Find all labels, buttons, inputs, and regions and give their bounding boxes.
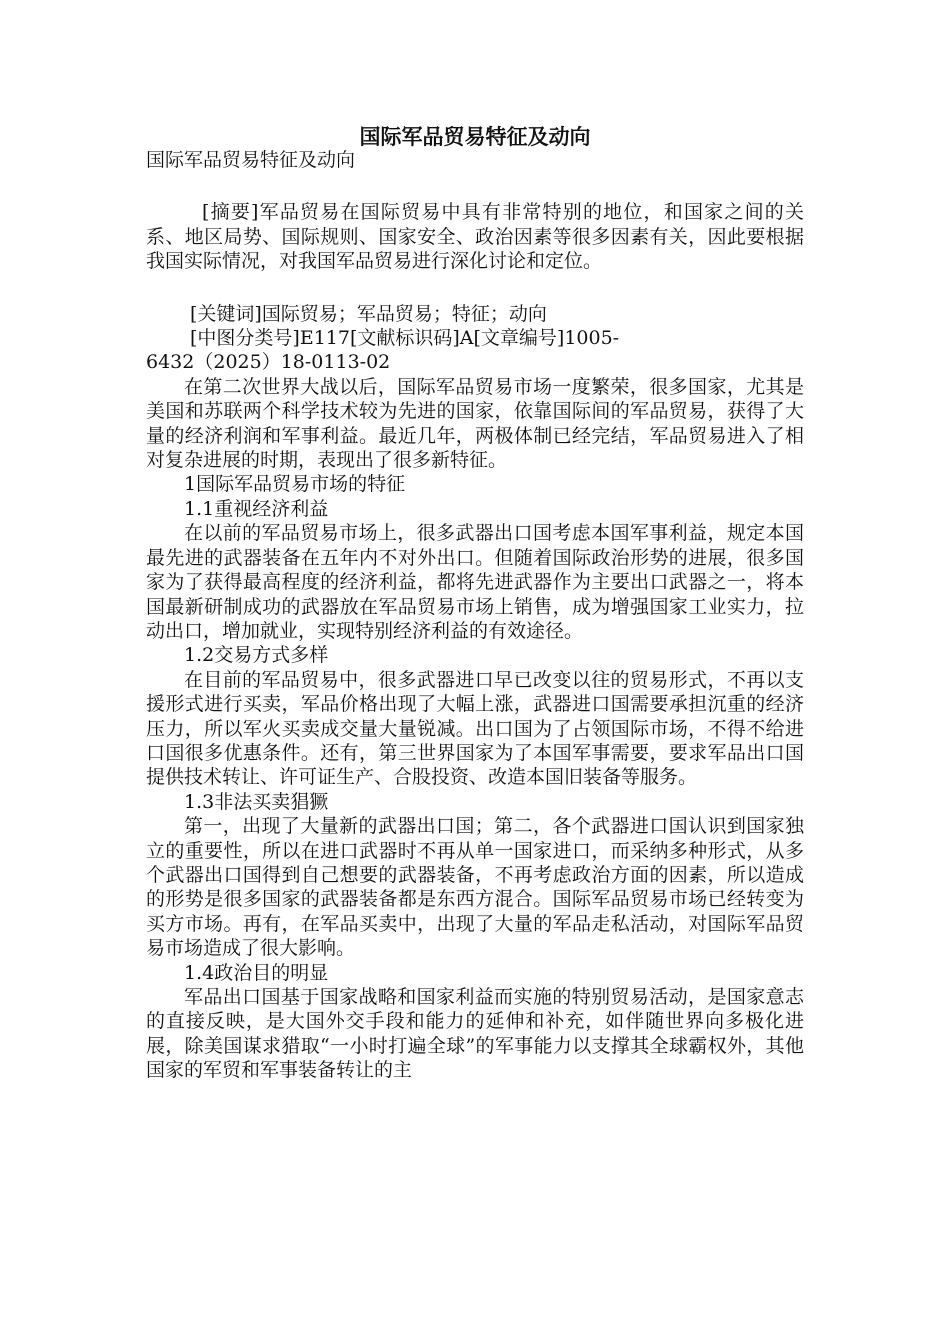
section-heading: 1国际军品贸易市场的特征	[184, 473, 406, 496]
body-paragraph: 第一，出现了大量新的武器出口国；第二，各个武器进口国认识到国家独立的重要性，所以在进口武器时不再从单一国家进口，而采纳多种形式，从多个武器出口国得到自己想要的武器装备，不再考虑政治方面的因素，所以造成的形势是很多国家的武器装备都是东西方混合。国际军品贸易市场已经转变为买方市场。再有，在军品买卖中，出现了大量的军品走私活动，对国际军品贸易市场造成了很大影响。	[146, 815, 804, 960]
subsection-heading: 1.3非法买卖猖獗	[184, 790, 329, 813]
body-paragraph: 在目前的军品贸易中，很多武器进口早已改变以往的贸易形式，不再以支援形式进行买卖，军品价格出现了大幅上涨，武器进口国需要承担沉重的经济压力，所以军火买卖成交量大量锐减。出口国为了占领国际市场，不得不给进口国很多优惠条件。还有，第三世界国家为了本国军事需要，要求军品出口国提供技术转让、许可证生产、合股投资、改造本国旧装备等服务。	[146, 668, 804, 789]
document-subtitle: 国际军品贸易特征及动向	[146, 149, 356, 171]
spacer	[146, 274, 804, 298]
classification-line-continued: 6432（2025）18-0113-02	[146, 351, 391, 374]
abstract-paragraph: [摘要]军品贸易在国际贸易中具有非常特别的地位，和国家之间的关系、地区局势、国际规则、国家安全、政治因素等很多因素有关，因此要根据我国实际情况，对我国军品贸易进行深化讨论和定位。	[146, 201, 804, 273]
intro-paragraph: 在第二次世界大战以后，国际军品贸易市场一度繁荣，很多国家，尤其是美国和苏联两个科学技术较为先进的国家，依靠国际间的军品贸易，获得了大量的经济利润和军事利益。最近几年，两极体制已经完结，军品贸易进入了相对复杂进展的时期，表现出了很多新特征。	[146, 375, 804, 472]
keywords-line: [关键词]国际贸易；军品贸易；特征；动向	[190, 302, 547, 325]
subsection-heading: 1.2交易方式多样	[184, 644, 329, 667]
body-paragraph: 军品出口国基于国家战略和国家利益而实施的特别贸易活动，是国家意志的直接反映，是大国外交手段和能力的延伸和补充，如伴随世界向多极化进展，除美国谋求猎取“一小时打遍全球”的军事能力以支撑其全球霸权外，其他国家的军贸和军事装备转让的主	[146, 986, 804, 1082]
body-paragraph: 在以前的军品贸易市场上，很多武器出口国考虑本国军事利益，规定本国最先进的武器装备在五年内不对外出口。但随着国际政治形势的进展，很多国家为了获得最高程度的经济利益，都将先进武器作为主要出口武器之一，将本国最新研制成功的武器放在军品贸易市场上销售，成为增强国家工业实力，拉动出口，增加就业，实现特别经济利益的有效途径。	[146, 522, 804, 642]
subsection-heading: 1.1重视经济利益	[184, 497, 329, 520]
spacer	[146, 172, 804, 196]
classification-line: [中图分类号]E117[文献标识码]A[文章编号]1005-	[190, 327, 620, 350]
document-body	[146, 148, 804, 1083]
document-title: 国际军品贸易特征及动向	[359, 125, 591, 149]
subsection-heading: 1.4政治目的明显	[184, 961, 329, 984]
